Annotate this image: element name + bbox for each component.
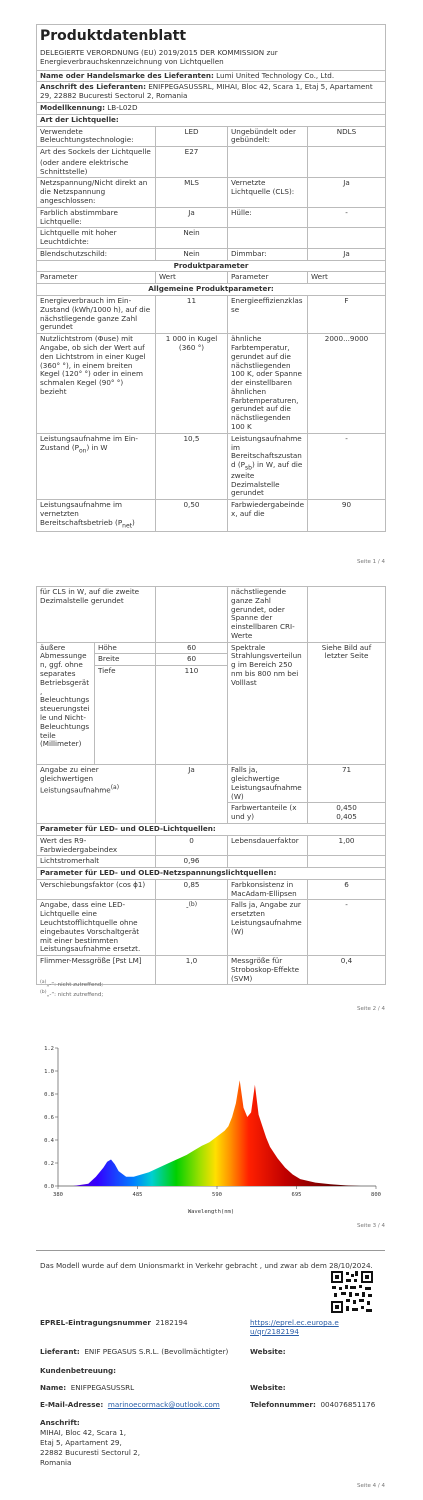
col-header-param: Parameter xyxy=(37,272,156,284)
footnote-a: $^{(a)}$„-“: nicht zutreffend; xyxy=(40,980,104,988)
x-tick-label: 800 xyxy=(371,1192,381,1198)
row-label: ähnliche Farbtemperatur, gerundet auf die nächstliegenden 100 K, oder Spanne der einstellbaren ähnlichen Farbtemperaturen, gerundet auf die nächstliegenden 100 K xyxy=(228,334,308,434)
model-label: Modellkennung: xyxy=(40,102,105,112)
params-header: Produktparameter xyxy=(37,260,386,272)
col-header-value: Wert xyxy=(308,272,386,284)
row-label: Nutzlichtstrom (Φuse) mit Angabe, ob sich der Wert auf den Lichtstrom in einer Kugel (360° °), in einem breiten Kegel (120° °) oder in einem schmalen Kegel (90° °) bezieht xyxy=(37,334,156,434)
row-value: 0,4 xyxy=(308,956,386,985)
row-label: Farbkonsistenz in MacAdam-Ellipsen xyxy=(228,879,308,900)
row-value: 0,85 xyxy=(156,879,228,900)
row-label: Falls ja, gleichwertige Leistungsaufnahme (W) xyxy=(228,765,308,803)
row-label: nächstliegende ganze Zahl gerundet, oder Spanne der einstellbaren CRI-Werte xyxy=(228,587,308,643)
row-value: 90 xyxy=(308,500,386,531)
phone-row: Telefonnummer: 004076851176 xyxy=(250,1400,376,1409)
address-value: ENIFPEGASUSSRL, MIHAI, Bloc 42, Scara 1, Etaj 5, Apartament 29, 22882 Bucuresti Sectorul 2, Romania xyxy=(40,82,373,101)
customer-service-label: Kundenbetreuung: xyxy=(40,1366,117,1375)
row-label: Falls ja, Angabe zur ersetzten Leistungsaufnahme (W) xyxy=(228,900,308,956)
dimensions-label: äußere Abmessungen, ggf. ohne separates Betriebsgerät, Beleuchtungssteuerungsteile und Nicht-Beleuchtungsteile (Millimeter) xyxy=(37,642,95,765)
row-value: Ja xyxy=(308,248,386,260)
depth-value: 110 xyxy=(156,666,228,765)
supplier-value: Lumi United Technology Co., Ltd. xyxy=(216,70,335,80)
x-tick-label: 590 xyxy=(212,1192,222,1198)
y-tick-label: 1.0 xyxy=(44,1069,54,1075)
row-value: MLS xyxy=(156,178,228,207)
address-line: Etaj 5, Apartament 29, xyxy=(40,1438,122,1447)
row-value: Nein xyxy=(156,228,228,249)
y-tick-label: 0.2 xyxy=(44,1161,54,1167)
row-value: Ja xyxy=(156,207,228,228)
row-value: F xyxy=(308,296,386,334)
eprel-row: EPREL-Eintragungsnummer 2182194 xyxy=(40,1318,188,1327)
row-label: Vernetzte Lichtquelle (CLS): xyxy=(228,178,308,207)
row-label: Leistungsaufnahme im vernetzten Bereitschaftsbetrieb $(P_{net})$ xyxy=(37,500,156,531)
footnote-b: $^{(b)}$„-“: nicht zutreffend; xyxy=(40,990,104,998)
email-link[interactable]: marinoecormack@outlook.com xyxy=(107,1400,220,1409)
address-line: 22882 Bucuresti Sectorul 2, xyxy=(40,1448,141,1457)
row-value: 1 000 in Kugel (360 °) xyxy=(156,334,228,434)
qr-code xyxy=(330,1270,374,1314)
row-label: Ungebündelt oder gebündelt: xyxy=(228,126,308,147)
website-label: Website: xyxy=(250,1347,286,1356)
row-value: Ja xyxy=(308,178,386,207)
row-value: - xyxy=(308,207,386,228)
width-value: 60 xyxy=(156,654,228,666)
product-datasheet-table-1 xyxy=(36,24,386,532)
page-1 xyxy=(0,0,423,570)
divider xyxy=(36,1250,385,1251)
row-label: Messgröße für Stroboskop-Effekte (SVM) xyxy=(228,956,308,985)
width-label: Breite xyxy=(95,654,156,666)
row-value: 10,5 xyxy=(156,433,228,499)
row-value: - xyxy=(308,433,386,499)
row-value: 0,96 xyxy=(156,856,228,868)
x-tick-label: 695 xyxy=(291,1192,302,1198)
row-value: 2000...9000 xyxy=(308,334,386,434)
spectrum-area xyxy=(58,1080,361,1186)
row-value: E27 xyxy=(156,147,228,158)
row-value: NDLS xyxy=(308,126,386,147)
row-label: Verwendete Beleuchtungstechnologie: xyxy=(37,126,156,147)
general-header: Allgemeine Produktparameter: xyxy=(37,284,386,296)
row-value: 6 xyxy=(308,879,386,900)
height-label: Höhe xyxy=(95,642,156,654)
email-row: E-Mail-Adresse: marinoecormack@outlook.com xyxy=(40,1400,220,1409)
row-value: 0 xyxy=(156,835,228,856)
row-label: Wert des R9-Farbwiedergabeindex xyxy=(37,835,156,856)
row-label: Lichtstromerhalt xyxy=(37,856,156,868)
y-tick-label: 1.2 xyxy=(44,1046,54,1052)
row-value: 1,00 xyxy=(308,835,386,856)
market-text: Das Modell wurde auf dem Unionsmarkt in Verkehr gebracht , und zwar ab dem 28/10/2024. xyxy=(40,1261,373,1270)
page-number: Seite 3 / 4 xyxy=(356,1223,385,1229)
spd-label: Spektrale Strahlungsverteilung im Bereich 250 nm bis 800 nm bei Volllast xyxy=(228,642,308,765)
row-value: - xyxy=(308,900,386,956)
y-tick-label: 0.0 xyxy=(44,1184,54,1190)
y-tick-label: 0.8 xyxy=(44,1092,54,1098)
row-label: Energieverbrauch im Ein-Zustand (kWh/1000 h), auf die nächstliegende ganze Zahl gerundet xyxy=(37,296,156,334)
address-label: Anschrift des Lieferanten: xyxy=(40,82,146,92)
col-header-value: Wert xyxy=(156,272,228,284)
row-label: Lebensdauerfaktor xyxy=(228,835,308,856)
row-label: Blendschutzschild: xyxy=(37,248,156,260)
row-value: 11 xyxy=(156,296,228,334)
row-label: Verschiebungsfaktor (cos ϕ1) xyxy=(37,879,156,900)
row-label: Art des Sockels der Lichtquelle xyxy=(37,147,156,158)
name-row: Name: ENIFPEGASUSSRL xyxy=(40,1383,135,1392)
page-number: Seite 4 / 4 xyxy=(356,1483,385,1489)
page-number: Seite 2 / 4 xyxy=(356,1006,385,1012)
x-axis-label: Wavelength(nm) xyxy=(187,1209,235,1215)
spd-value: Siehe Bild auf letzter Seite xyxy=(308,642,386,765)
row-value: 71 xyxy=(308,765,386,803)
col-header-param: Parameter xyxy=(228,272,308,284)
row-label: Leistungsaufnahme im Bereitschaftszustand $(P_{sb})$ in W, auf die zweite Dezimalstelle gerundet xyxy=(228,433,308,499)
row-label: Angabe, dass eine LED-Lichtquelle eine Leuchtstofflichtquelle ohne eingebautes Vorschaltgerät mit einer bestimmten Leistungsaufnahme ersetzt. xyxy=(37,900,156,956)
row-label: Dimmbar: xyxy=(228,248,308,260)
page-3 xyxy=(0,1030,423,1242)
row-label: Energieeffizienzklasse xyxy=(228,296,308,334)
page-2 xyxy=(0,582,423,1020)
row-label: (oder andere elektrische Schnittstelle) xyxy=(37,158,156,178)
row-label: Farbwiedergabeindex, auf die xyxy=(228,500,308,531)
supplier-label: Name oder Handelsmarke des Lieferanten: xyxy=(40,70,214,80)
regulation-text: DELEGIERTE VERORDNUNG (EU) 2019/2015 DER KOMMISSION zur Energieverbrauchskennzeichnung von Lichtquellen xyxy=(40,48,278,66)
row-value: 1,0 xyxy=(156,956,228,985)
row-label: Lichtquelle mit hoher Leuchtdichte: xyxy=(37,228,156,249)
row-label: für CLS in W, auf die zweite Dezimalstelle gerundet xyxy=(37,587,156,643)
page-4 xyxy=(0,1250,423,1500)
supplier-row: Lieferant: ENIF PEGASUS S.R.L. (Bevollmächtigter) xyxy=(40,1347,229,1356)
page-number: Seite 1 / 4 xyxy=(356,559,385,565)
led-header: Parameter für LED- und OLED-Lichtquellen: xyxy=(37,823,386,835)
depth-label: Tiefe xyxy=(95,666,156,765)
row-label: Netzspannung/Nicht direkt an die Netzspannung angeschlossen: xyxy=(37,178,156,207)
equivalent-power-value: Ja xyxy=(156,765,228,824)
row-value: LED xyxy=(156,126,228,147)
type-header: Art der Lichtquelle: xyxy=(37,114,386,126)
address-line: MIHAI, Bloc 42, Scara 1, xyxy=(40,1428,127,1437)
x-tick-label: 485 xyxy=(132,1192,143,1198)
spectrum-chart xyxy=(36,1036,386,1216)
row-value: -$^{(b)}$ xyxy=(156,900,228,956)
model-value: LB-L02D xyxy=(107,102,138,112)
row-label: Flimmer-Messgröße [Pst LM] xyxy=(37,956,156,985)
row-label: Leistungsaufnahme im Ein-Zustand $(P_{on})$ in W xyxy=(37,433,156,499)
y-tick-label: 0.6 xyxy=(44,1115,54,1121)
product-datasheet-table-2 xyxy=(36,586,386,985)
row-label: Hülle: xyxy=(228,207,308,228)
website-label-2: Website: xyxy=(250,1383,286,1392)
x-tick-label: 380 xyxy=(53,1192,63,1198)
equivalent-power-label: Angabe zu einer gleichwertigen Leistungsaufnahme$^{(a)}$ xyxy=(37,765,156,824)
mains-header: Parameter für LED- und OLED-Netzspannungslichtquellen: xyxy=(37,868,386,880)
row-value: 0,50 xyxy=(156,500,228,531)
chromaticity-value: 0,450 0,405 xyxy=(308,803,386,824)
y-tick-label: 0.4 xyxy=(44,1138,54,1144)
row-value: Nein xyxy=(156,248,228,260)
row-label: Farblich abstimmbare Lichtquelle: xyxy=(37,207,156,228)
chromaticity-label: Farbwertanteile (x und y) xyxy=(228,803,308,824)
page-title: Produktdatenblatt xyxy=(40,28,187,44)
address-line: Romania xyxy=(40,1458,72,1467)
height-value: 60 xyxy=(156,642,228,654)
address-label: Anschrift: xyxy=(40,1418,80,1427)
eprel-link[interactable]: https://eprel.ec.europa.eu/qr/2182194 xyxy=(250,1318,339,1336)
